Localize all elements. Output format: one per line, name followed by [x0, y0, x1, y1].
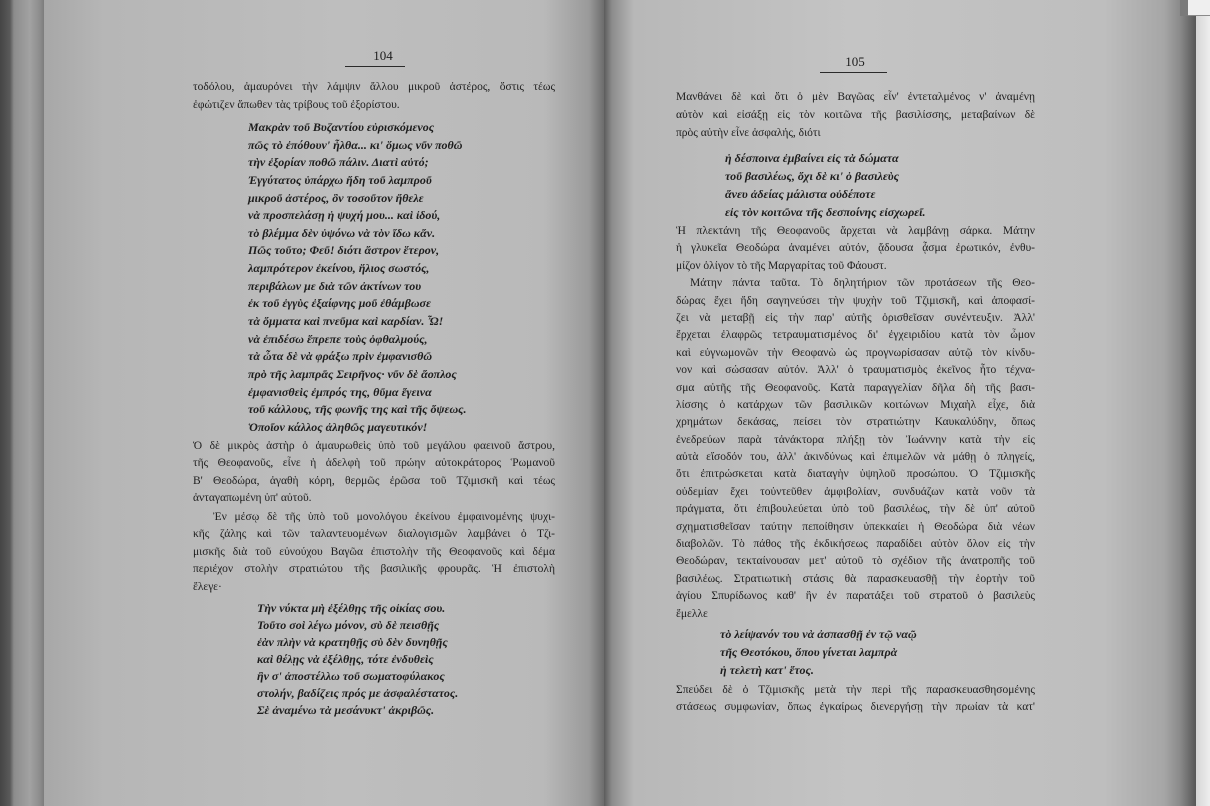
verse-line: τοῦ βασιλέως, ὄχι δὲ κι' ὁ βασιλεὺς: [725, 169, 899, 183]
prose-paragraph: [193, 79, 555, 114]
verse-line: Μακρὰν τοῦ Βυζαντίου εὑρισκόμενος: [248, 120, 435, 134]
verse-line: ἐκ τοῦ ἐγγὺς ἐξαίφνης μοῦ ἐθάμβωσε: [248, 296, 431, 311]
prose-paragraph: [676, 275, 1035, 623]
text-line: καὶ εὐγνωμονῶν τὴν Θεοφανὼ ὡς προγνωρίσασαν αὐτῷ τὸν κίνδυ-: [676, 346, 1035, 359]
text-line: Θεοδώραν, τεκταίνουσαν μετ' αὐτοῦ τὸ σχέδιον τῆς ἀνατροπῆς τοῦ: [676, 555, 1035, 568]
text-line: ἔρχεται ἐλαφρῶς τετραυματισμένος δι' ἐγχειριδίου κατὰ τὸν ὦμον: [676, 329, 1035, 342]
text-column: [676, 88, 1035, 717]
text-line: πράγματα, ὅτι ἐπιβουλεύεται ὑπὸ τοῦ βασιλέως, τὴν δὲ ὑπ' αὐτοῦ: [676, 503, 1035, 516]
verse-line: Τὴν νύκτα μὴ ἐξέλθῃς τῆς οἰκίας σου.: [257, 601, 446, 616]
right-page: [604, 0, 1180, 806]
prose-paragraph: [676, 88, 1035, 142]
verse-block: [193, 119, 555, 437]
verse-line: νὰ προσπελάσῃ ἡ ψυχή μου... καὶ ἰδού,: [248, 208, 441, 223]
verse-line: ἄνευ ἀδείας μάλιστα οὐδέποτε: [725, 187, 876, 201]
text-line: στάσεως συμφωνίαν, ὅπως ἐγκαίρως διενεργήσῃ τὴν πρωίαν τὰ κατ': [676, 701, 1035, 714]
verse-line: τὴν ἐξορίαν ποθῶ πάλιν. Διατὶ αὐτό;: [248, 155, 429, 170]
text-line: ἐνεδρεύων παρὰ τἀνάκτορα πλήξῃ τὸν Ἰωάννην κατὰ τὴν εἰς: [676, 433, 1035, 446]
text-line: πρὸς αὐτὴν εἶνε ἀσφαλής, διότι: [676, 127, 821, 139]
corner-tab: [1188, 0, 1210, 16]
book-edge-left: [0, 0, 44, 806]
verse-line: Πῶς τοῦτο; Φεῦ! διότι ἄστρον ἕτερον,: [248, 243, 440, 258]
text-line: σχηματισθεῖσαν ταύτην πεποίθησιν ὑπεκκαίει ἡ Θεοδώρα διὰ νέων: [676, 520, 1035, 533]
verse-line: ἣν σ' ἀποστέλλω τοῦ σωματοφύλακος: [257, 669, 445, 684]
text-line: βασιλέως. Στρατιωτικὴ στάσις θὰ παρασκευασθῇ τὴν ἑορτὴν τοῦ: [676, 572, 1035, 585]
text-line: χρημάτων δεκάσας, πείσει τὸν στρατιώτην Καυκαλύδην, ὅπως: [676, 416, 1035, 429]
text-line: περιέχον στολὴν στρατιώτου τῆς βασιλικῆς φρουρᾶς. Ἡ ἐπιστολὴ: [193, 563, 555, 576]
verse-line: στολήν, βαδίζεις πρός με ἀσφαλέστατος.: [257, 686, 459, 701]
verse-line: τὸ βλέμμα δὲν ὑψόνω νὰ τὸν ἴδω κἄν.: [248, 225, 436, 240]
verse-line: ἐμφανισθεὶς ἐμπρός της, θῦμα ἔγεινα: [248, 384, 432, 399]
text-line: ἡ γλυκεῖα Θεοδώρα ἀναμένει αὐτόν, ᾄδουσα ᾆσμα ἐρωτικόν, ἐνθυ-: [676, 242, 1035, 255]
verse-block: [676, 625, 1035, 679]
text-line: κῆς ζάλης καὶ τῶν ταλαντευομένων διαλογισμῶν λαμβάνει ὁ Τζι-: [193, 528, 555, 541]
verse-line: ἐὰν πλὴν νὰ κρατηθῇς σὺ δὲν δυνηθῇς: [257, 635, 448, 650]
scanner-strip: [1196, 16, 1210, 806]
text-line: Ἐν μέσῳ δὲ τῆς ὑπὸ τοῦ μονολόγου ἐκείνου ἐμφαινομένης ψυχι-: [213, 510, 555, 523]
page-number: 105: [845, 54, 865, 69]
text-line: λίσσης ὁ κατάρχων τῶν βασιλικῶν κοιτώνων Μιχαὴλ εἶχε, διὰ: [676, 398, 1035, 411]
text-line: Μανθάνει δὲ καὶ ὅτι ὁ μὲν Βαγῶας εἶν' ἐντεταλμένος ν' ἀναμένῃ: [676, 91, 1035, 103]
verse-line: λαμπρότερον ἐκείνου, ἥλιος σωστός,: [248, 261, 430, 276]
text-line: δώρας ἔχει ἤδη σαγηνεύσει τὴν ψυχὴν τοῦ Τζιμισκῆ, καὶ ἀποφασί-: [676, 294, 1035, 307]
text-line: Β' Θεοδώρα, ἀγαθὴ κόρη, θερμῶς ἐρῶσα τοῦ Τζιμισκῆ καὶ τέως: [193, 474, 555, 487]
text-line: ἐφώτιζεν ἄπωθεν τὰς τρίβους τοῦ ἐξορίστου.: [193, 98, 400, 111]
text-line: Μάτην πάντα ταῦτα. Τὸ δηλητήριον τῶν προτάσεων τῆς Θεο-: [690, 277, 1035, 290]
verse-line: τὸ λείψανόν του νὰ ἀσπασθῇ ἐν τῷ ναῷ: [720, 626, 917, 641]
verse-block: [193, 600, 555, 719]
verse-line: νὰ ἐπιδέσω ἔπρεπε τοὺς ὀφθαλμούς,: [248, 331, 428, 346]
verse-line: τὰ ὄμματα καὶ πνεῦμα καὶ καρδίαν. Ὦ!: [248, 314, 444, 329]
verse-line: πῶς τὸ ἐπόθουν' ἦλθα... κι' ὅμως νῦν ποθῶ: [248, 137, 463, 152]
verse-line: Τοῦτο σοὶ λέγω μόνον, σὺ δὲ πεισθῇς: [257, 618, 440, 633]
verse-line: τοῦ κάλλους, τῆς φωνῆς της καὶ τῆς ὄψεως.: [248, 402, 467, 417]
text-line: μίζον ὀλίγον τὸ τῆς Μαργαρίτας τοῦ Φάουστ.: [676, 259, 887, 272]
verse-line: καὶ θέλῃς νὰ ἐξέλθῃς, τότε ἐνδυθεὶς: [257, 652, 434, 667]
text-line: τῆς Θεοφανοῦς, εἶνε ἡ ἀδελφὴ τοῦ πρώην αὐτοκράτορος Ῥωμανοῦ: [193, 457, 555, 470]
text-line: ἔμελλε: [676, 607, 708, 620]
book-edge-right: [1180, 16, 1196, 806]
text-line: αὐτὸν καὶ εἰσάξῃ εἰς τὸν κοιτῶνα τῆς βασιλίσσης, μεταβαίνων δὲ: [676, 109, 1035, 121]
text-line: ζει νὰ μεταβῇ εἰς τὴν παρ' αὐτῆς ὁρισθεῖσαν συνέντευξιν. Ἀλλ': [676, 311, 1035, 324]
page-number: 104: [373, 48, 393, 63]
prose-paragraph: [676, 223, 1035, 275]
verse-line: Ἐγγύτατος ὑπάρχω ἤδη τοῦ λαμπροῦ: [248, 172, 432, 187]
verse-block: [676, 149, 1035, 221]
text-line: ἀνταγαπωμένη ὑπ' αὐτοῦ.: [193, 492, 312, 505]
verse-line: Σὲ ἀναμένω τὰ μεσάνυκτ' ἀκριβῶς.: [257, 703, 435, 718]
text-line: Ἡ πλεκτάνη τῆς Θεοφανοῦς ἄρχεται νὰ λαμβάνῃ σάρκα. Μάτην: [676, 225, 1035, 237]
text-line: ὅτι ἐπιτρώσκεται κατὰ διαταγὴν ὑψηλοῦ προσώπου. Ὁ Τζιμισκῆς: [676, 468, 1035, 481]
text-line: οὐδεμίαν ἔχει τοὐντεῦθεν ἀμφιβολίαν, συνδυάζων κατὰ νοῦν τὰ: [676, 485, 1035, 498]
verse-line: ἡ τελετὴ κατ' ἔτος.: [720, 662, 814, 677]
verse-line: ἡ δέσποινα ἐμβαίνει εἰς τὰ δώματα: [725, 151, 899, 165]
text-line: Ὁ δὲ μικρὸς ἀστὴρ ὁ ἀμαυρωθεὶς ὑπὸ τοῦ μεγάλου φαεινοῦ ἄστρου,: [193, 439, 555, 452]
left-page: [44, 0, 604, 806]
prose-paragraph: [193, 438, 555, 508]
text-column: [193, 79, 555, 719]
text-line: αὐτὰ εἴσοδόν του, ἀλλ' ἀκινδύνως καὶ ἐπιμελῶν νὰ μάθῃ ὁ πληγείς,: [676, 451, 1035, 464]
verse-line: περιβάλων με διὰ τῶν ἀκτίνων του: [248, 278, 422, 293]
text-line: μισκῆς διὰ τοῦ εὐνούχου Βαγῶα ἐπιστολὴν τῆς Θεοφανοῦς καὶ δέμα: [193, 545, 555, 558]
text-line: ἁγίου Σπυρίδωνος καθ' ἣν ἐν παρατάξει τοῦ στρατοῦ ὁ βασιλεὺς: [676, 590, 1035, 603]
prose-paragraph: [676, 682, 1035, 717]
verse-line: πρὸ τῆς λαμπρᾶς Σειρῆνος· νῦν δὲ ἄοπλος: [248, 366, 457, 381]
text-line: σμα αὐτῆς τῆς Θεοφανοῦς. Κατὰ παραγγελίαν δῆλα δὴ τῆς βασι-: [676, 381, 1035, 394]
text-line: νον καὶ σώσασαν αὐτόν. Ἀλλ' ὁ τραυματισμὸς ἐκεῖνος ἦτο τέχνα-: [676, 364, 1035, 377]
page-number-rule: [345, 66, 405, 67]
prose-paragraph: [193, 509, 555, 597]
text-line: ἔλεγε·: [193, 580, 222, 593]
verse-line: τὰ ὦτα δὲ νὰ φράξω πρὶν ἐμφανισθῶ: [248, 349, 433, 364]
text-line: τοδόλου, ἀμαυρόνει τὴν λάμψιν ἄλλου μικροῦ ἀστέρος, ὅστις τέως: [193, 81, 555, 93]
verse-line: τῆς Θεοτόκου, ὅπου γίνεται λαμπρὰ: [720, 644, 898, 659]
page-number-rule: [820, 72, 887, 73]
text-line: διαβολῶν. Τὸ πάθος τῆς ἐκδικήσεως παραδίδει αὐτὸν ὅλον εἰς τὴν: [676, 538, 1035, 551]
verse-line: Ὁποῖον κάλλος ἀληθῶς μαγευτικόν!: [248, 419, 428, 434]
verse-line: μικροῦ ἀστέρος, ὃν τοσοῦτον ἤθελε: [248, 190, 424, 205]
verse-line: εἰς τὸν κοιτῶνα τῆς δεσποίνης εἰσχωρεῖ.: [725, 205, 926, 219]
text-line: Σπεύδει δὲ ὁ Τζιμισκῆς μετὰ τὴν περὶ τῆς παρασκευασθησομένης: [676, 683, 1035, 696]
